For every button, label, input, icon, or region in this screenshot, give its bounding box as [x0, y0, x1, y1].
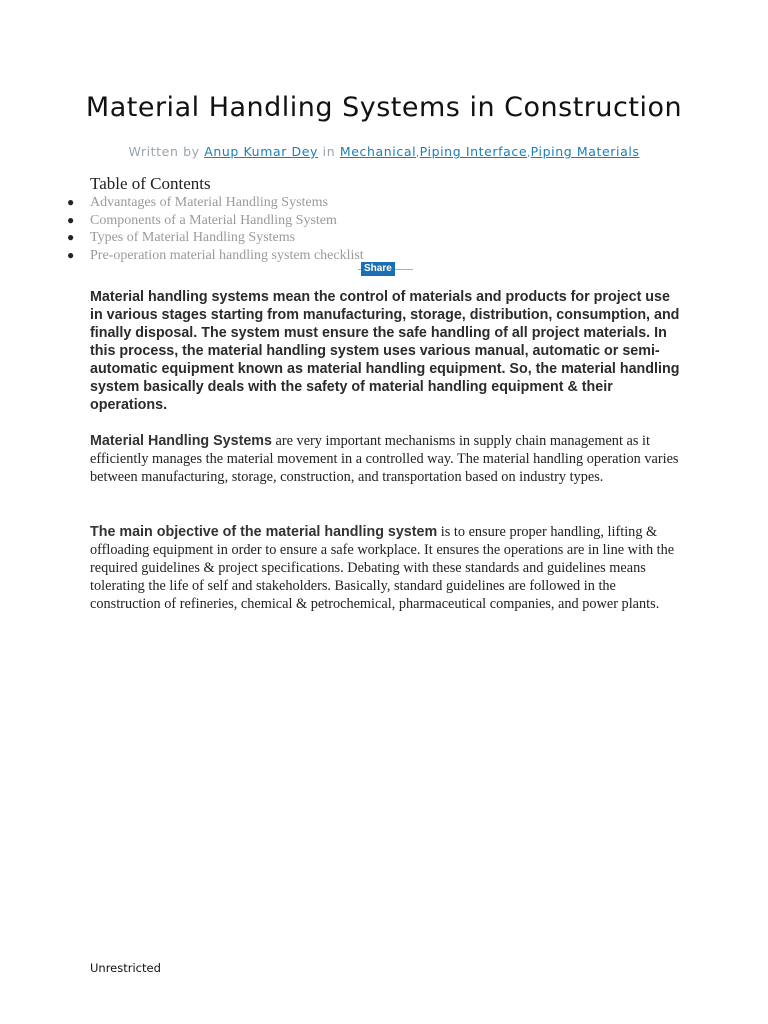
author-link[interactable]: Anup Kumar Dey	[204, 144, 319, 159]
toc-item[interactable]	[67, 212, 690, 230]
classification-label: Unrestricted	[90, 961, 161, 975]
paragraph-lead: Material Handling Systems	[90, 433, 272, 449]
bullet-icon: ●	[67, 247, 75, 262]
toc-heading: Table of Contents	[90, 174, 211, 193]
toc-item-label: Advantages of Material Handling Systems	[90, 195, 328, 210]
article-title: Material Handling Systems in Construction	[85, 92, 683, 123]
table-of-contents	[67, 174, 690, 264]
share-divider	[395, 269, 413, 270]
byline-written-by: Written by	[128, 144, 200, 159]
paragraph-lead: The main objective of the material handling system	[90, 524, 438, 540]
share-bar	[358, 262, 413, 276]
toc-item-label: Pre-operation material handling system checklist	[90, 247, 364, 263]
paragraph-main-objective	[90, 523, 680, 613]
paragraph-body: are very important mechanisms in supply chain management as it efficiently manages the material movement in a controlled way. The material handling operation varies between manufacturing, storage, construction, and transportation based on industry types.	[90, 433, 679, 485]
bullet-icon: ●	[67, 195, 75, 209]
share-button[interactable]: Share	[361, 262, 395, 276]
article-byline	[0, 144, 768, 159]
paragraph-material-handling-systems	[90, 432, 680, 486]
bullet-icon: ●	[67, 212, 75, 227]
toc-item[interactable]	[67, 229, 690, 247]
byline-in: in	[322, 144, 336, 159]
toc-list	[67, 194, 690, 264]
toc-item[interactable]	[67, 194, 690, 212]
toc-item-label: Components of a Material Handling System	[90, 212, 337, 228]
category-link-piping-materials[interactable]: Piping Materials	[530, 144, 640, 159]
intro-paragraph: Material handling systems mean the control of materials and products for project use in various stages starting from manufacturing, storage, distribution, consumption, and finally disposal. The system must ensure the safe handling of all project materials. In this process, the material handling system uses various manual, automatic or semi-automatic equipment known as material handling equipment. So, the material handling system basically deals with the safety of material handling equipment & their operations.	[90, 289, 680, 413]
bullet-icon: ●	[67, 230, 75, 244]
category-separator: ,	[527, 149, 531, 159]
paragraph-body: is to ensure proper handling, lifting & offloading equipment in order to ensure a safe workplace. It ensures the operations are in line with the required guidelines & project specifications. Debating with these standards and guidelines means tolerating the life of self and stakeholders. Basically, standard guidelines are followed in the construction of refineries, chemical & petrochemical, pharmaceutical companies, and power plants.	[90, 524, 675, 612]
category-link-mechanical[interactable]: Mechanical	[339, 144, 417, 159]
toc-item-label: Types of Material Handling Systems	[90, 230, 296, 245]
category-link-piping-interface[interactable]: Piping Interface	[419, 144, 528, 159]
category-separator: ,	[416, 149, 420, 159]
